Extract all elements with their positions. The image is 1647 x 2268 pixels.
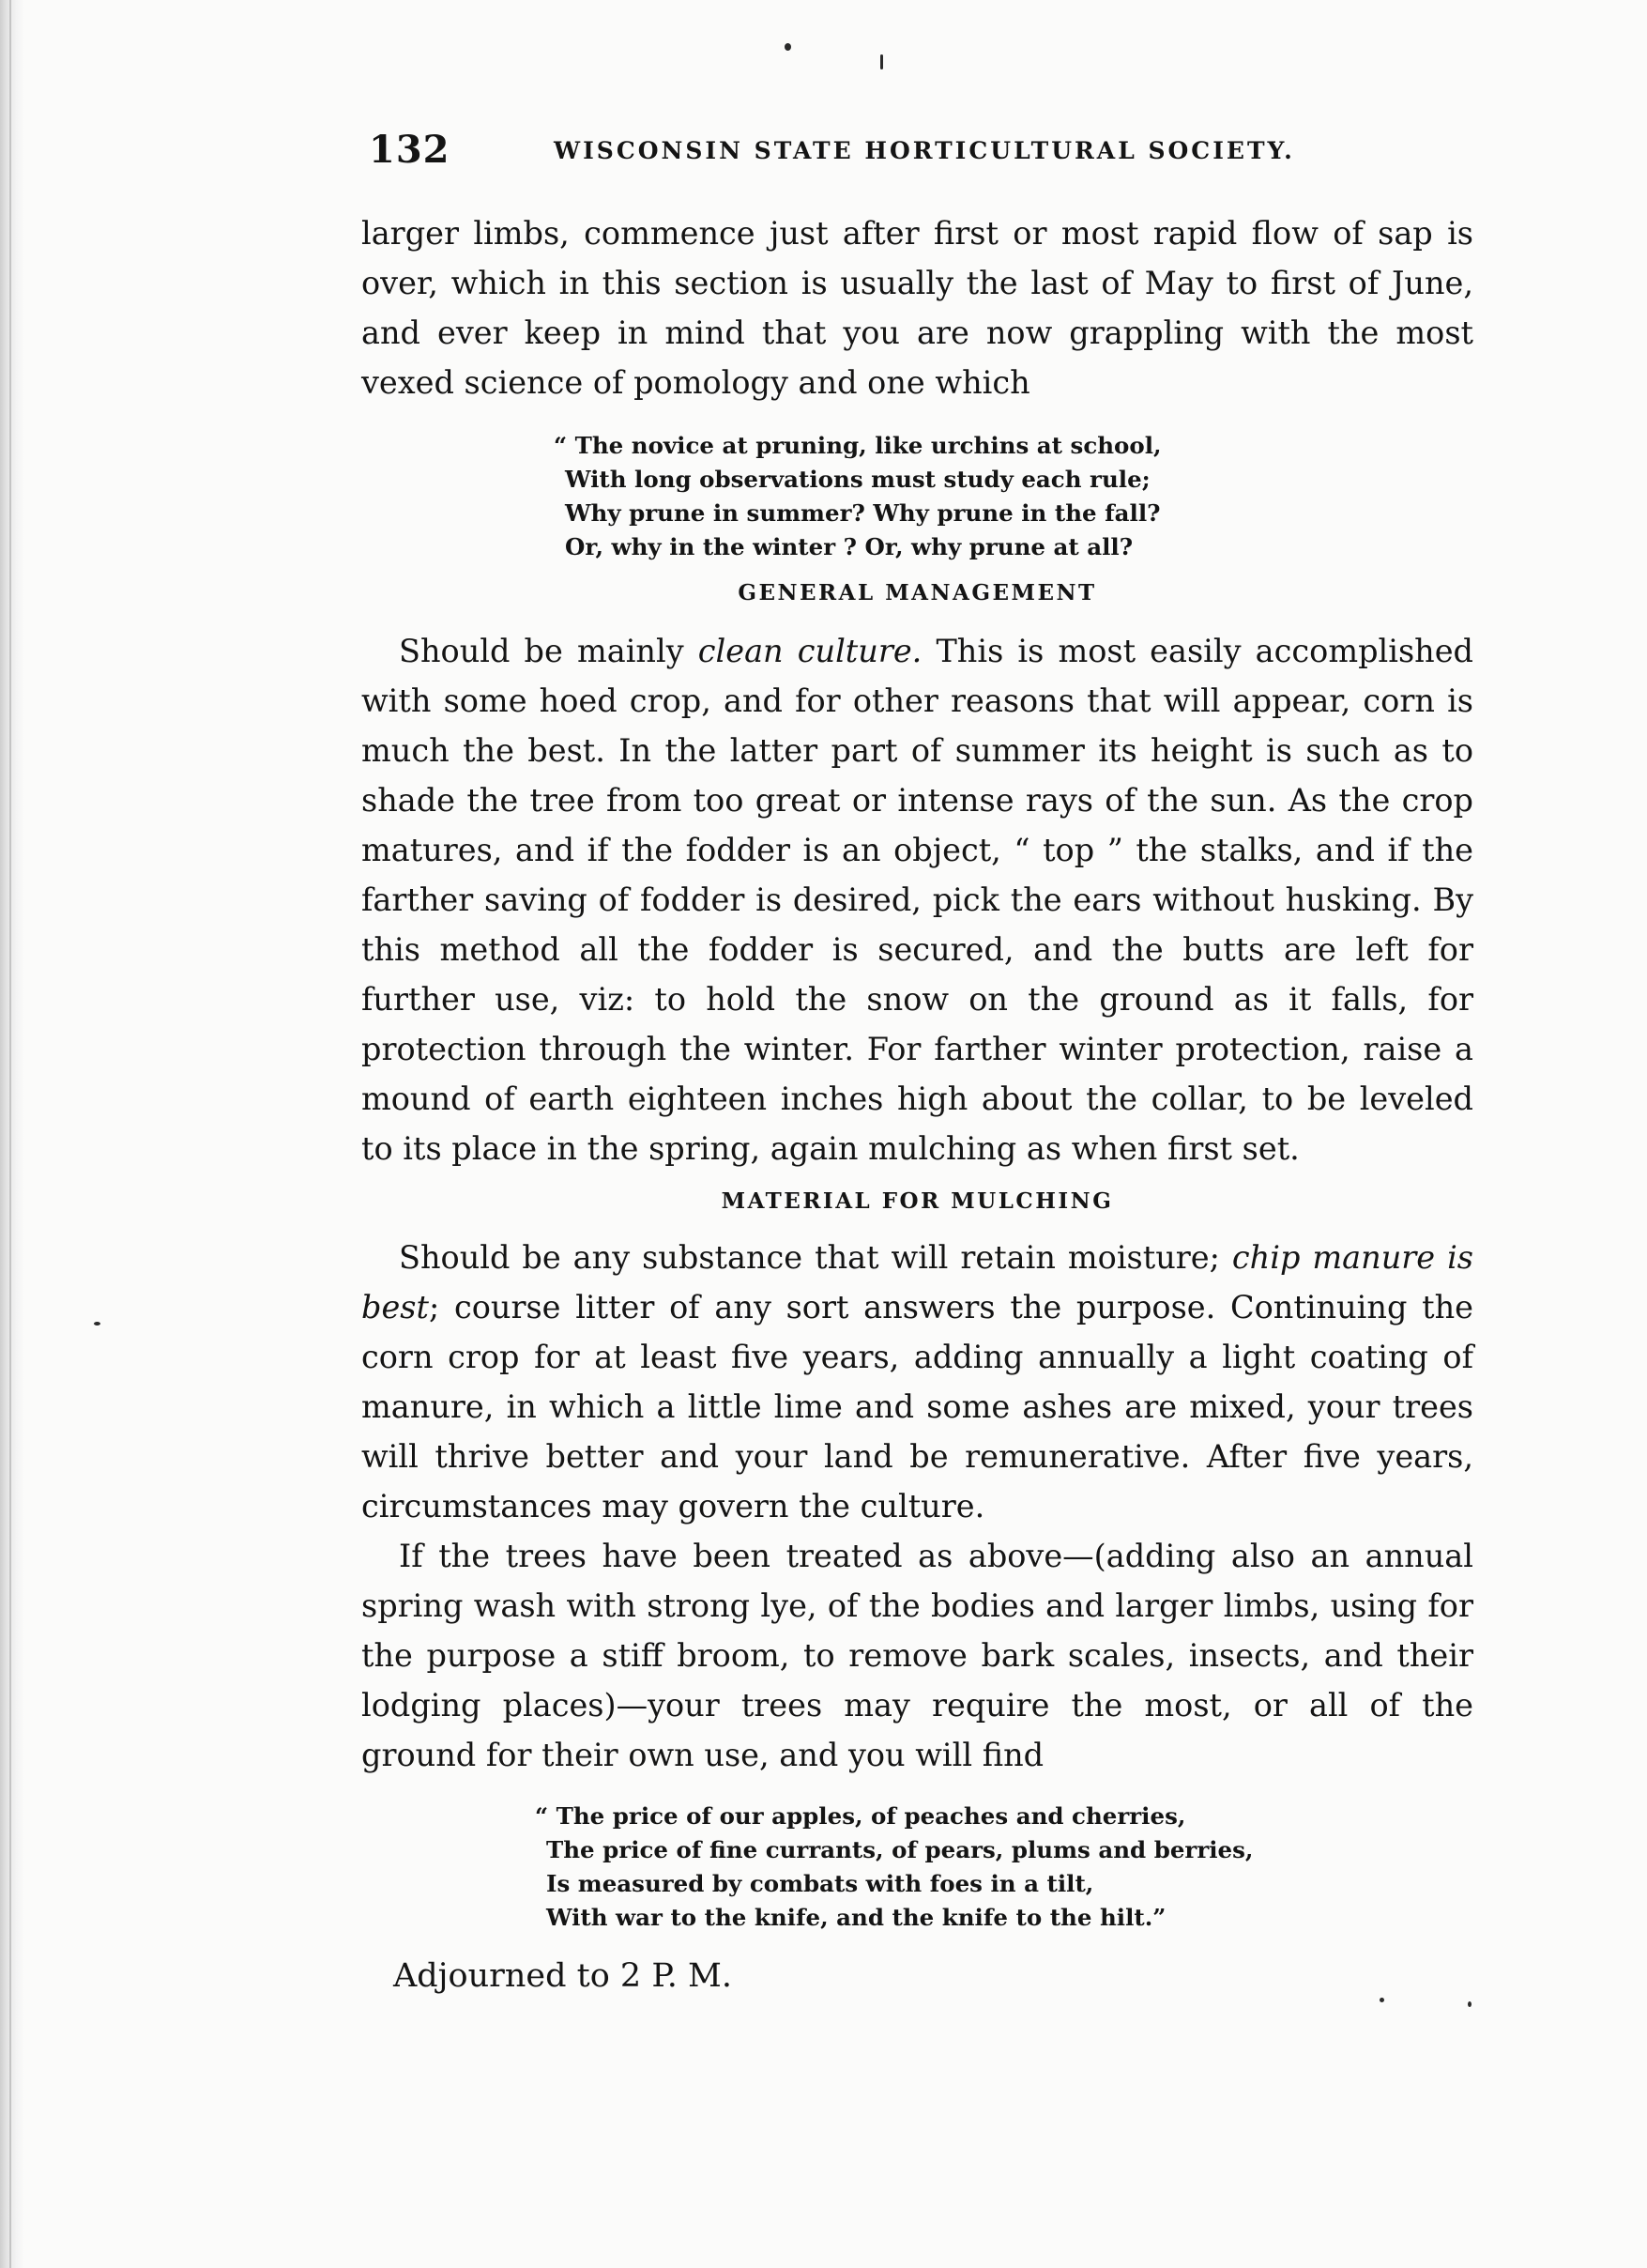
verse-line: Or, why in the winter ? Or, why prune at all? bbox=[565, 533, 1134, 560]
scan-speck bbox=[94, 1322, 100, 1326]
verse-pruning bbox=[554, 429, 1473, 564]
section-heading-material-for-mulching: MATERIAL FOR MULCHING bbox=[721, 1188, 1114, 1214]
verse-line: “ The price of our apples, of peaches and cherries, bbox=[535, 1802, 1186, 1830]
paragraph-text: This is most easily accomplished with some hoed crop, and for other reasons that will appear, corn is much the best. In the latter part of summer its height is such as to shade the tree from too great or intense rays of the sun. As the crop matures, and if the fodder is an object, “ top ” the stalks, and if the farther saving of fodder is desired, pick the ears without husking. By this method all the fodder is secured, and the butts are left for further use, viz: to hold the snow on the ground as it falls, for protection through the winter. For farther winter protection, raise a mound of earth eighteen inches high about the collar, to be leveled to its place in the spring, again mulching as when first set. bbox=[361, 633, 1473, 1167]
adjournment-note: Adjourned to 2 P. M. bbox=[393, 1957, 732, 1995]
verse-line: With long observations must study each rule; bbox=[565, 466, 1151, 493]
verse-line: With war to the knife, and the knife to the hilt.” bbox=[546, 1904, 1167, 1931]
scan-speck bbox=[880, 54, 883, 69]
section-heading-general-management: GENERAL MANAGEMENT bbox=[738, 580, 1097, 605]
verse-line: Is measured by combats with foes in a tilt, bbox=[546, 1870, 1094, 1897]
paragraph-general-management bbox=[361, 626, 1473, 1173]
paragraph-pruning-timing: larger limbs, commence just after first or most rapid flow of sap is over, which in this section is usually the last of May to first of June, and ever keep in mind that you are now grappling with the most vexed science of pomology and one which bbox=[361, 215, 1473, 401]
emphasis-text: clean culture. bbox=[697, 633, 923, 669]
emphasis-text: chip manure is best bbox=[361, 1239, 1474, 1326]
verse-line: Why prune in summer? Why prune in the fall? bbox=[565, 499, 1161, 527]
running-title: WISCONSIN STATE HORTICULTURAL SOCIETY. bbox=[554, 137, 1295, 164]
running-head bbox=[361, 128, 1473, 184]
verse-line: The price of fine currants, of pears, plums and berries, bbox=[546, 1836, 1254, 1863]
scan-page-edge bbox=[0, 0, 24, 2268]
book-page bbox=[361, 128, 1473, 2001]
verse-prices bbox=[535, 1800, 1473, 1935]
paragraph-text: Should be mainly bbox=[399, 633, 698, 669]
verse-line: “ The novice at pruning, like urchins at school, bbox=[554, 432, 1162, 459]
paragraph-tree-care: If the trees have been treated as above—(adding also an annual spring wash with strong lye, of the bodies and larger limbs, using for the purpose a stiff broom, to remove bark scales, insects, and their lodging places)—your trees may require the most, or all of the ground for their own use, and you will find bbox=[361, 1538, 1473, 1773]
scan-edge-line bbox=[9, 0, 11, 2268]
paragraph-text: Should be any substance that will retain moisture; bbox=[399, 1239, 1232, 1276]
paragraph-text: ; course litter of any sort answers the purpose. Continuing the corn crop for at least five years, adding annually a light coating of manure, in which a little lime and some ashes are mixed, your trees will thrive better and your land be remunerative. After five years, circumstances may govern the culture. bbox=[361, 1289, 1473, 1525]
page-number: 132 bbox=[369, 128, 450, 172]
scan-speck bbox=[1468, 2001, 1472, 2007]
paragraph-mulching bbox=[361, 1233, 1473, 1531]
scan-speck bbox=[785, 43, 791, 51]
